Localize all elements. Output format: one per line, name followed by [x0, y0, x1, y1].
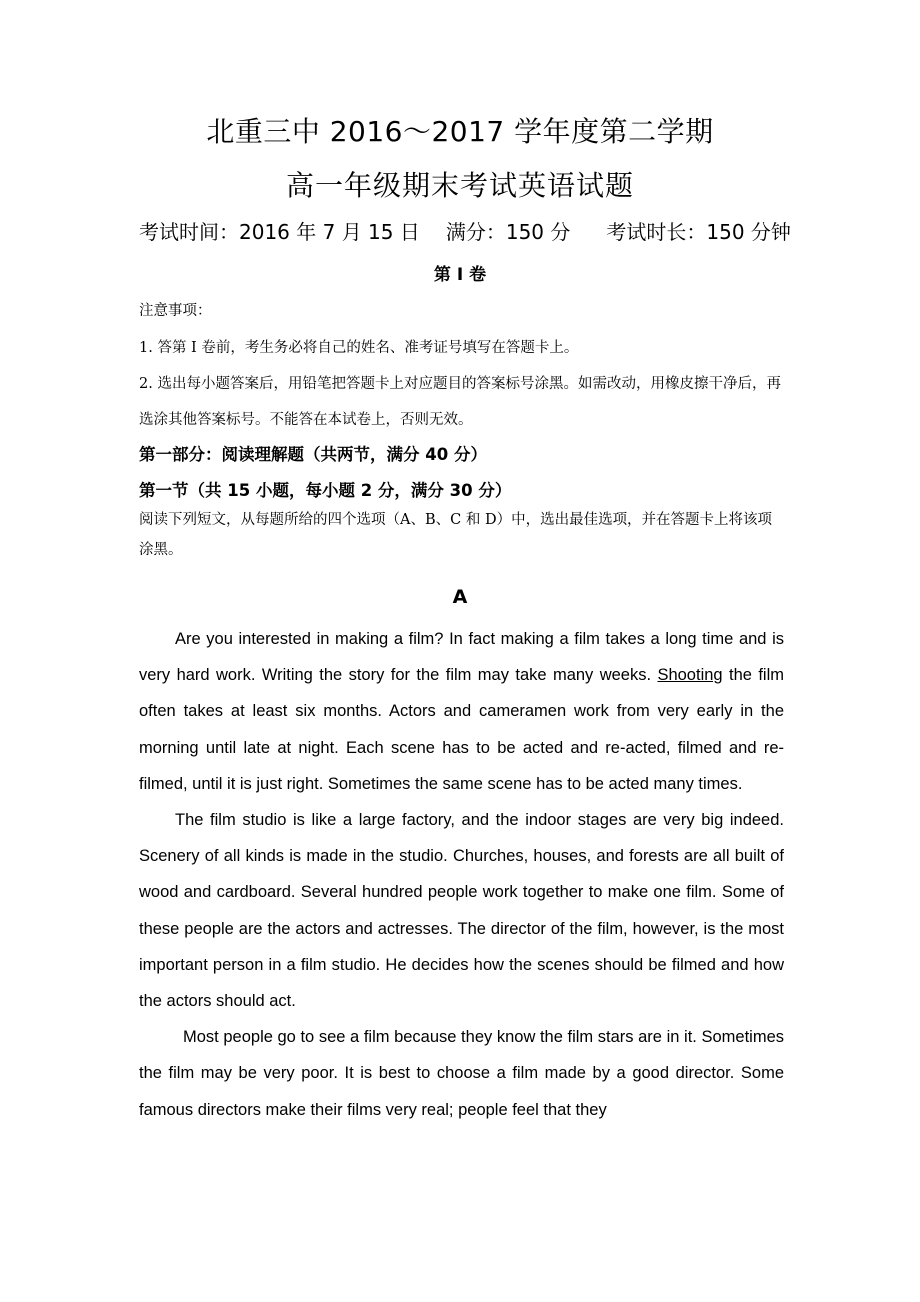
passage-paragraph-3: Most people go to see a film because they know the film stars are in it. Sometimes the film may be very poor. It is best to choose a film made by a good director. Some famous directors make their films very real; people feel that they — [139, 1028, 784, 1119]
volume-heading: 第 I 卷 — [433, 265, 487, 285]
passage-body — [139, 621, 784, 1128]
passage-letter: A — [452, 586, 468, 608]
part1-heading: 第一部分：阅读理解题（共两节，满分 40 分） — [139, 445, 487, 464]
passage-paragraph-1 — [139, 621, 784, 802]
exam-title-line1: 北重三中 2016～2017 学年度第二学期 — [206, 115, 714, 148]
exam-time: 考试时间：2016 年 7 月 15 日 — [139, 220, 420, 244]
section1-heading: 第一节（共 15 小题，每小题 2 分，满分 30 分） — [139, 481, 512, 500]
note-item-2: 2. 选出每小题答案后，用铅笔把答题卡上对应题目的答案标号涂黑。如需改动，用橡皮擦干净后，再选涂其他答案标号。不能答在本试卷上，否则无效。 — [139, 376, 781, 428]
full-score: 满分：150 分 — [445, 220, 571, 244]
exam-info-line — [139, 216, 799, 248]
notes-heading: 注意事项： — [139, 303, 212, 319]
reading-directions: 阅读下列短文，从每题所给的四个选项（A、B、C 和 D）中，选出最佳选项，并在答题卡上将该项涂黑。 — [139, 512, 773, 558]
underlined-word: Shooting — [657, 666, 723, 685]
passage-paragraph-2: The film studio is like a large factory, and the indoor stages are very big indeed. Scenery of all kinds is made in the studio. Churches, houses, and forests are all built of wood and cardboard. Several hundred people work together to make one film. Some of these people are the actors and actresses. The director of the film, however, is the most important person in a film studio. He decides how the scenes should be filmed and how the actors should act. — [139, 811, 784, 1011]
p1-text-before: Are you interested in making a film? In fact making a film takes a long time and is very hard work. Writing the story for the film may take many weeks. — [139, 630, 784, 685]
note-item-1: 1. 答第 I 卷前，考生务必将自己的姓名、准考证号填写在答题卡上。 — [139, 340, 579, 356]
p1-text-after: the film often takes at least six months. Actors and cameramen work from very early in the morning until late at night. Each scene has to be acted and re-acted, filmed and re-filmed, until it is just right. Sometimes the same scene has to be acted many times. — [139, 666, 784, 793]
exam-duration: 考试时长：150 分钟 — [606, 220, 791, 244]
exam-title-line2: 高一年级期末考试英语试题 — [285, 169, 634, 202]
